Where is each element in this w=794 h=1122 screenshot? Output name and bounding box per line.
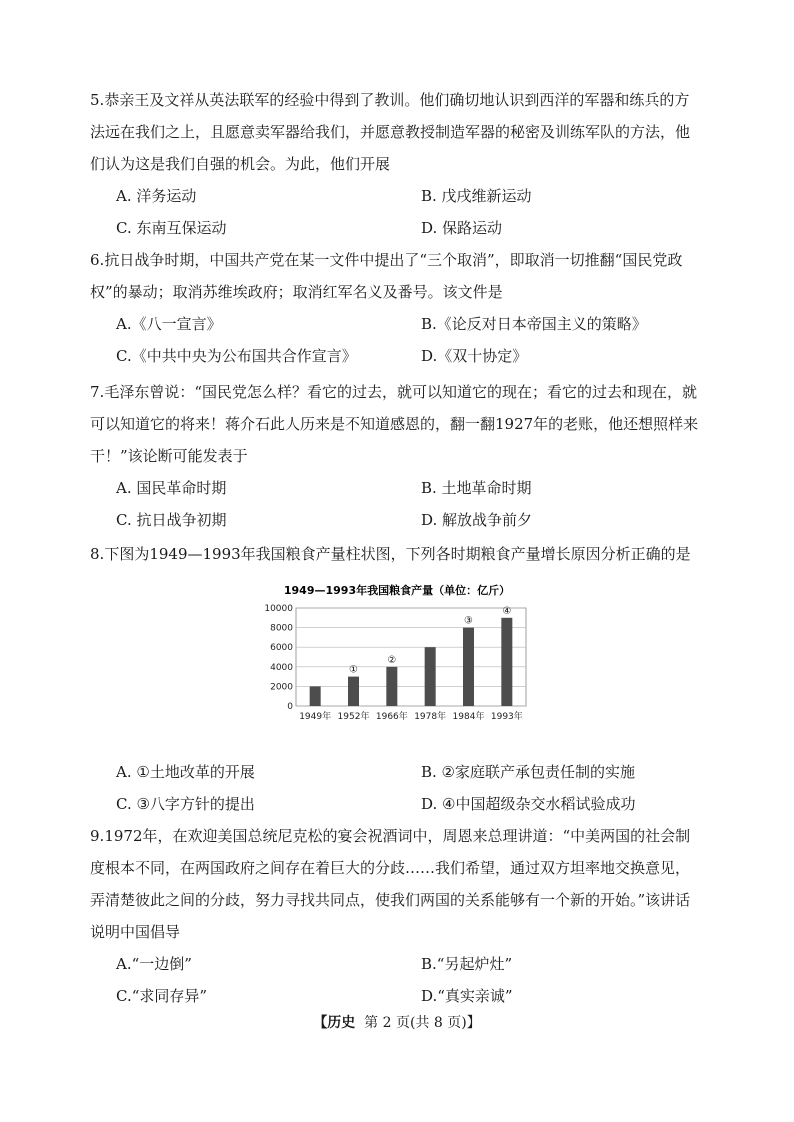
bar <box>310 686 321 706</box>
page-footer <box>0 1012 794 1032</box>
bar <box>501 618 512 706</box>
footer-page-number: 第 2 页(共 8 页)】 <box>364 1015 481 1031</box>
question-9 <box>90 820 700 1012</box>
option-c: C. ③八字方针的提出 <box>116 795 255 813</box>
options <box>90 948 700 1012</box>
options <box>90 756 700 820</box>
option-a: A. ①土地改革的开展 <box>116 763 255 781</box>
bar-marker-label: ④ <box>502 605 512 617</box>
y-tick-label: 0 <box>287 702 293 712</box>
bar-marker-label: ② <box>387 654 397 666</box>
x-tick-label: 1984年 <box>452 712 485 722</box>
option-c: C. 东南互保运动 <box>116 219 227 237</box>
plot-frame <box>296 605 526 706</box>
x-tick-label: 1966年 <box>375 712 408 722</box>
question-stem: 抗日战争时期，中国共产党在某一文件中提出了“三个取消”，即取消一切推翻“国民党政权”的暴动；取消苏维埃政府；取消红军名义及番号。该文件是 <box>90 251 683 301</box>
option-c: C.《中共中央为公布国共合作宣言》 <box>116 347 357 365</box>
question-stem: 下图为1949—1993年我国粮食产量柱状图，下列各时期粮食产量增长原因分析正确的是 <box>104 545 691 563</box>
x-tick-label: 1993年 <box>490 712 523 722</box>
question-number: 9. <box>90 827 105 845</box>
question-5 <box>90 84 700 244</box>
options <box>90 180 700 244</box>
bar-marker-label: ③ <box>464 615 473 627</box>
question-8-options <box>90 756 700 820</box>
question-8 <box>90 538 700 570</box>
y-tick-label: 6000 <box>270 643 293 654</box>
footer-subject: 【历史 <box>313 1015 356 1031</box>
y-tick-label: 10000 <box>264 604 293 614</box>
option-a: A. 洋务运动 <box>116 187 197 205</box>
option-b: B. 戊戌维新运动 <box>421 187 532 205</box>
y-tick-label: 2000 <box>270 682 293 693</box>
bar-marker-label: ① <box>349 664 358 676</box>
x-tick-label: 1949年 <box>299 712 332 722</box>
question-number: 5. <box>90 91 105 109</box>
option-b: B.“另起炉灶” <box>421 955 513 973</box>
x-tick-label: 1978年 <box>414 712 447 722</box>
option-a: A.“一边倒” <box>116 955 192 973</box>
option-d: D. 保路运动 <box>421 219 503 237</box>
question-7 <box>90 376 700 536</box>
x-tick-label: 1952年 <box>337 712 370 722</box>
option-b: B.《论反对日本帝国主义的策略》 <box>421 315 647 333</box>
option-d: D.“真实亲诚” <box>421 987 513 1005</box>
option-c: C.“求同存异” <box>116 987 208 1005</box>
question-stem: 恭亲王及文祥从英法联军的经验中得到了教训。他们确切地认识到西洋的军器和练兵的方法远在我们之上，且愿意卖军器给我们，并愿意教授制造军器的秘密及训练军队的方法，他们认为这是我们自强的机会。为此，他们开展 <box>90 91 691 173</box>
bar <box>348 677 359 706</box>
option-d: D. ④中国超级杂交水稻试验成功 <box>421 795 636 813</box>
question-number: 6. <box>90 251 105 269</box>
option-b: B. ②家庭联产承包责任制的实施 <box>421 763 636 781</box>
option-a: A.《八一宣言》 <box>116 315 222 333</box>
bar <box>425 647 436 706</box>
option-a: A. 国民革命时期 <box>116 479 227 497</box>
option-d: D. 解放战争前夕 <box>421 511 533 529</box>
chart-title: 1949—1993年我国粮食产量（单位：亿斤） <box>283 584 511 597</box>
option-d: D.《双十协定》 <box>421 347 528 365</box>
question-stem: 1972年，在欢迎美国总统尼克松的宴会祝酒词中，周恩来总理讲道：“中美两国的社会制度根本不同，在两国政府之间存在着巨大的分歧……我们希望，通过双方坦率地交换意见，弄清楚彼此之间的分歧，努力寻找共同点，使我们两国的关系能够有一个新的开始。”该讲话说明中国倡导 <box>90 827 691 941</box>
option-c: C. 抗日战争初期 <box>116 511 227 529</box>
question-6 <box>90 244 700 372</box>
options <box>90 472 700 536</box>
bar <box>463 628 474 706</box>
option-b: B. 土地革命时期 <box>421 479 532 497</box>
options <box>90 308 700 372</box>
y-tick-label: 8000 <box>270 623 293 634</box>
y-tick-label: 4000 <box>270 662 293 673</box>
question-stem: 毛泽东曾说：“国民党怎么样？看它的过去，就可以知道它的现在；看它的过去和现在，就可以知道它的将来！蒋介石此人历来是不知道感恩的，翻一翻1927年的老账，他还想照样来干！”该论断可能发表于 <box>90 383 699 465</box>
bar <box>386 667 397 706</box>
question-number: 7. <box>90 383 105 401</box>
question-number: 8. <box>90 545 105 563</box>
grain-output-bar-chart <box>262 578 532 726</box>
